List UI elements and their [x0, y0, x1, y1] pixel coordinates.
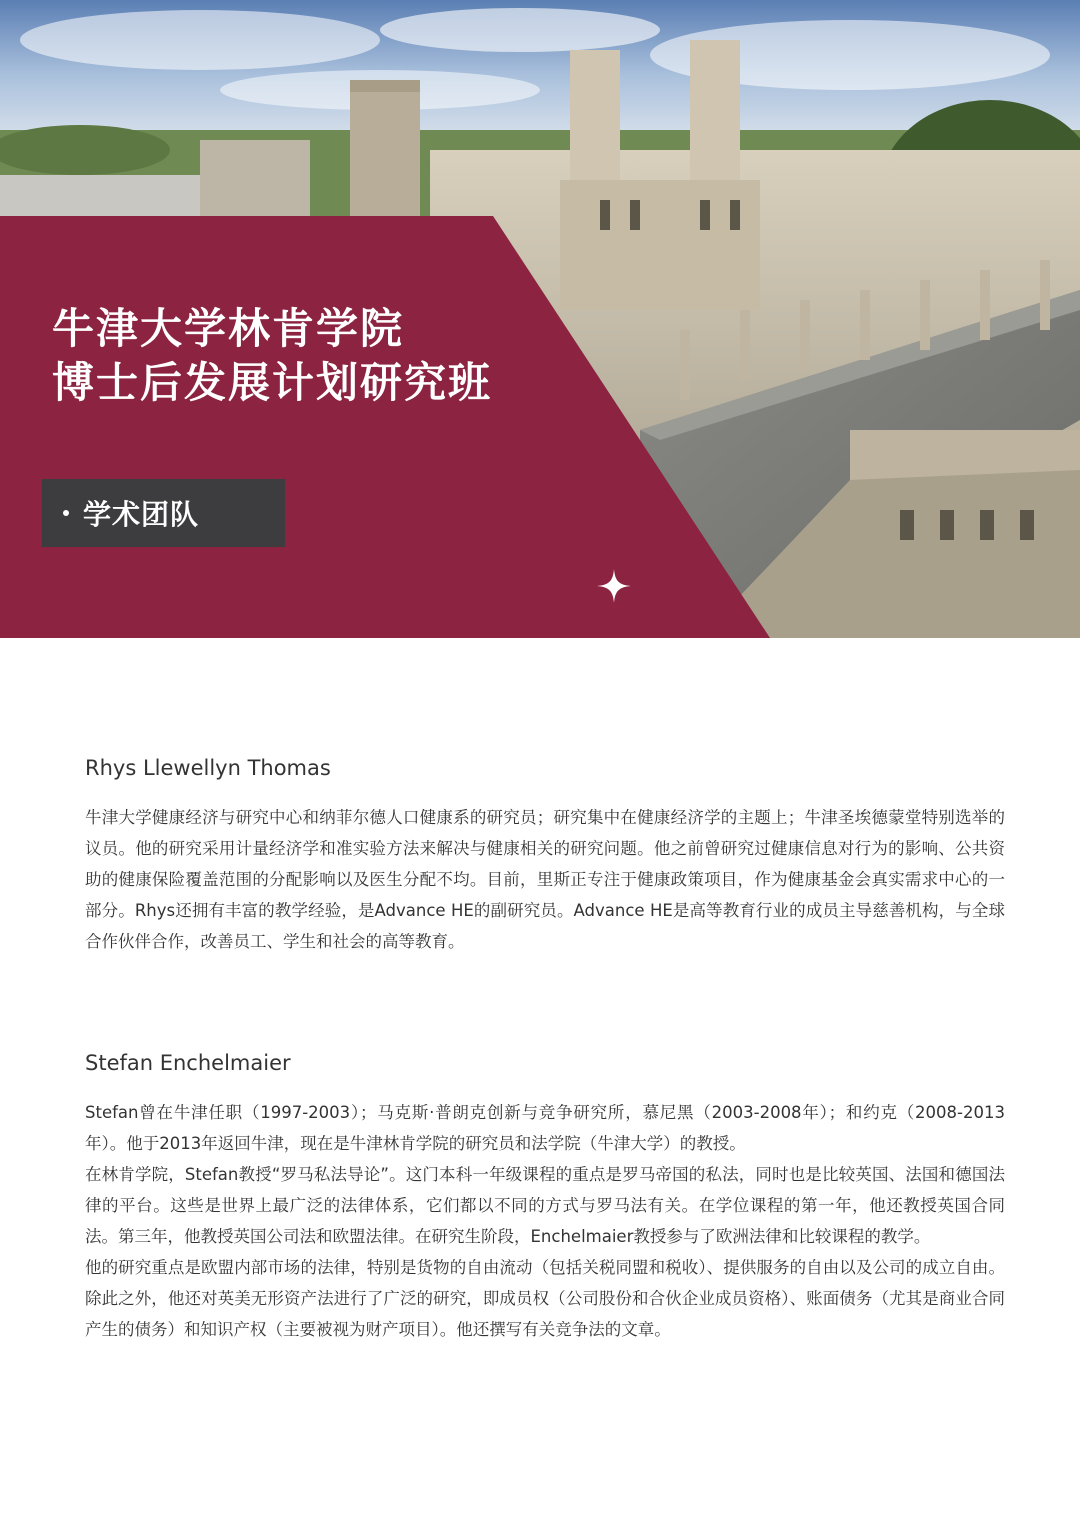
bio-paragraph: 牛津大学健康经济与研究中心和纳菲尔德人口健康系的研究员；研究集中在健康经济学的主题上；牛津圣埃德蒙堂特别选举的议员。他的研究采用计量经济学和准实验方法来解决与健康相关的研究问题。他之前曾研究过健康信息对行为的影响、公共资助的健康保险覆盖范围的分配影响以及医生分配不均。目前，里斯正专注于健康政策项目，作为健康基金会真实需求中心的一部分。Rhys还拥有丰富的教学经验，是Advance HE的副研究员。Advance HE是高等教育行业的成员主导慈善机构，与全球合作伙伴合作，改善员工、学生和社会的高等教育。 [85, 808, 1005, 951]
section-tag-label: 学术团队 [83, 498, 200, 531]
profile-rhys-thomas [85, 756, 1005, 957]
profile-name: Rhys Llewellyn Thomas [85, 756, 331, 780]
sparkle-icon [597, 569, 631, 603]
title-line-2: 博士后发展计划研究班 [52, 358, 493, 407]
bio-paragraph: 他的研究重点是欧盟内部市场的法律，特别是货物的自由流动（包括关税同盟和税收）、提供服务的自由以及公司的成立自由。除此之外，他还对英美无形资产法进行了广泛的研究，即成员权（公司股份和合伙企业成员资格）、账面债务（尤其是商业合同产生的债务）和知识产权（主要被视为财产项目）。他还撰写有关竞争法的文章。 [85, 1258, 1005, 1339]
bio-paragraph: Stefan曾在牛津任职（1997-2003）；马克斯·普朗克创新与竞争研究所，慕尼黑（2003-2008年）；和约克（2008-2013年）。他于2013年返回牛津，现在是牛津林肯学院的研究员和法学院（牛津大学）的教授。 [85, 1103, 1005, 1153]
profile-name: Stefan Enchelmaier [85, 1051, 291, 1075]
page-title [52, 302, 492, 410]
profile-bio [85, 1097, 1005, 1345]
title-line-1: 牛津大学林肯学院 [52, 304, 405, 353]
section-tag [42, 479, 285, 547]
bullet-icon [63, 510, 69, 516]
profile-bio [85, 802, 1005, 957]
hero-banner [0, 0, 1080, 638]
bio-paragraph: 在林肯学院，Stefan教授“罗马私法导论”。这门本科一年级课程的重点是罗马帝国的私法，同时也是比较英国、法国和德国法律的平台。这些是世界上最广泛的法律体系，它们都以不同的方式与罗马法有关。在学位课程的第一年，他还教授英国合同法。第三年，他教授英国公司法和欧盟法律。在研究生阶段，Enchelmaier教授参与了欧洲法律和比较课程的教学。 [85, 1165, 1005, 1246]
profile-stefan-enchelmaier [85, 1051, 1005, 1345]
